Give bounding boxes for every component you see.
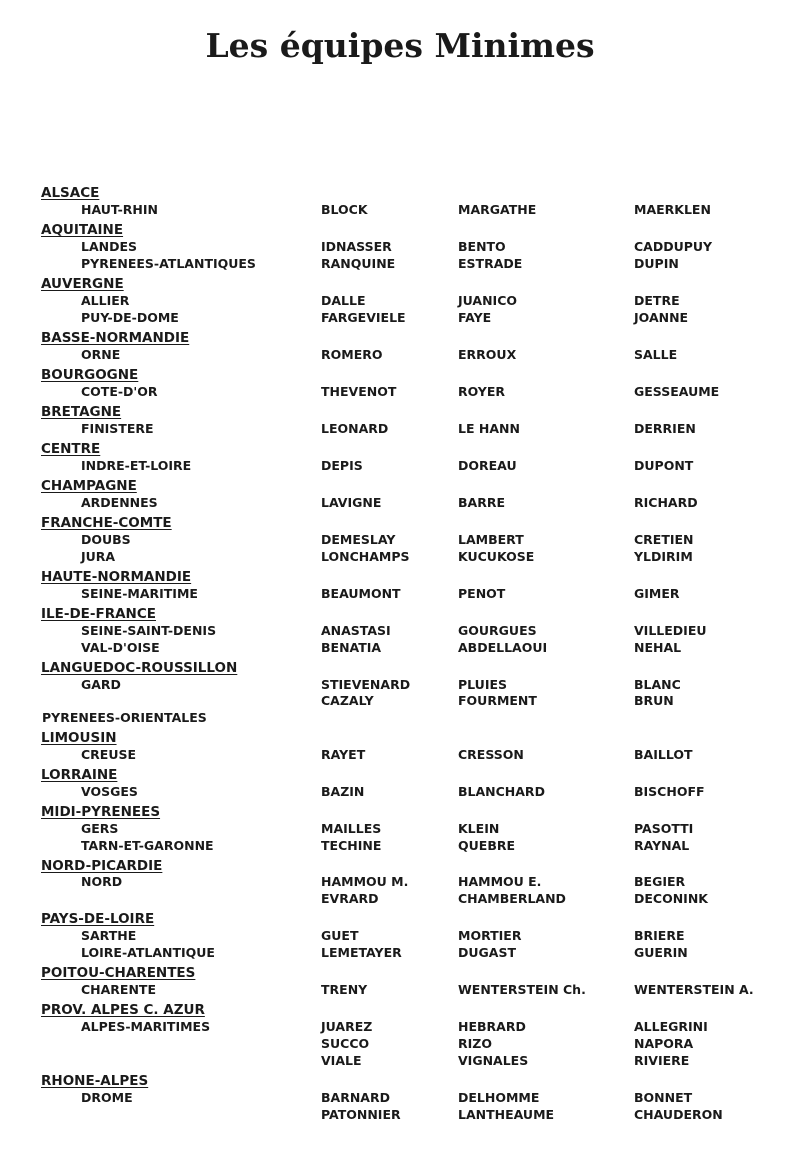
player-name: QUEBRE (458, 838, 516, 853)
player-name: RAYNAL (634, 838, 690, 853)
player-name: BEAUMONT (321, 586, 401, 601)
region-header: LANGUEDOC-ROUSSILLON (41, 660, 238, 676)
player-name: DERRIEN (634, 421, 696, 436)
player-name: DALLE (321, 293, 366, 308)
player-name: CAZALY (321, 693, 374, 708)
player-name: BISCHOFF (634, 784, 705, 799)
player-name: GUET (321, 928, 359, 943)
player-name: MAILLES (321, 821, 382, 836)
department-name: SARTHE (81, 928, 137, 943)
player-name: LEONARD (321, 421, 389, 436)
player-name: BLANC (634, 677, 681, 692)
department-name: TARN-ET-GARONNE (81, 838, 214, 853)
region-header: POITOU-CHARENTES (41, 965, 196, 981)
player-name: PASOTTI (634, 821, 694, 836)
player-name: ABDELLAOUI (458, 640, 548, 655)
department-name: DOUBS (81, 532, 131, 547)
player-name: DETRE (634, 293, 680, 308)
player-name: ROMERO (321, 347, 383, 362)
player-name: PLUIES (458, 677, 508, 692)
player-name: LAMBERT (458, 532, 524, 547)
player-name: CADDUPUY (634, 239, 713, 254)
player-name: SUCCO (321, 1036, 370, 1051)
player-name: GOURGUES (458, 623, 537, 638)
region-header: LIMOUSIN (41, 730, 117, 746)
region-header: CENTRE (41, 441, 101, 457)
player-name: PATONNIER (321, 1107, 401, 1122)
department-name: DROME (81, 1090, 133, 1105)
player-name: MAERKLEN (634, 202, 711, 217)
player-name: DELHOMME (458, 1090, 540, 1105)
player-name: RAYET (321, 747, 366, 762)
player-name: BAZIN (321, 784, 365, 799)
player-name: GESSEAUME (634, 384, 720, 399)
region-header: BASSE-NORMANDIE (41, 330, 190, 346)
department-name: ARDENNES (81, 495, 158, 510)
department-name: VAL-D'OISE (81, 640, 160, 655)
department-name: CHARENTE (81, 982, 156, 997)
department-name: SEINE-SAINT-DENIS (81, 623, 217, 638)
player-name: CHAUDERON (634, 1107, 723, 1122)
region-header: NORD-PICARDIE (41, 858, 163, 874)
department-name: GARD (81, 677, 121, 692)
department-name: ALPES-MARITIMES (81, 1019, 211, 1034)
player-name: GIMER (634, 586, 680, 601)
player-name: LEMETAYER (321, 945, 402, 960)
player-name: HEBRARD (458, 1019, 526, 1034)
player-name: DOREAU (458, 458, 517, 473)
player-name: JUAREZ (321, 1019, 373, 1034)
player-name: BONNET (634, 1090, 693, 1105)
player-name: PENOT (458, 586, 506, 601)
player-name: VIGNALES (458, 1053, 529, 1068)
player-name: SALLE (634, 347, 678, 362)
player-name: ESTRADE (458, 256, 523, 271)
region-header: LORRAINE (41, 767, 118, 783)
region-header: RHONE-ALPES (41, 1073, 149, 1089)
player-name: JUANICO (458, 293, 518, 308)
player-name: BLANCHARD (458, 784, 545, 799)
region-header: AQUITAINE (41, 222, 124, 238)
player-name: FARGEVIELE (321, 310, 406, 325)
department-name: ORNE (81, 347, 121, 362)
player-name: TRENY (321, 982, 368, 997)
player-name: CRETIEN (634, 532, 694, 547)
player-name: ERROUX (458, 347, 517, 362)
player-name: YLDIRIM (634, 549, 693, 564)
department-name: VOSGES (81, 784, 138, 799)
region-header: ALSACE (41, 185, 100, 201)
player-name: WENTERSTEIN A. (634, 982, 754, 997)
player-name: BARNARD (321, 1090, 390, 1105)
department-name: JURA (81, 549, 116, 564)
player-name: GUERIN (634, 945, 688, 960)
player-name: NAPORA (634, 1036, 694, 1051)
player-name: CRESSON (458, 747, 524, 762)
player-name: RANQUINE (321, 256, 396, 271)
department-name: PYRENEES-ORIENTALES (42, 710, 207, 725)
player-name: FOURMENT (458, 693, 537, 708)
player-name: LE HANN (458, 421, 520, 436)
region-header: CHAMPAGNE (41, 478, 137, 494)
player-name: LONCHAMPS (321, 549, 410, 564)
player-name: RICHARD (634, 495, 698, 510)
department-name: LOIRE-ATLANTIQUE (81, 945, 215, 960)
player-name: HAMMOU M. (321, 874, 409, 889)
department-name: ALLIER (81, 293, 130, 308)
department-name: INDRE-ET-LOIRE (81, 458, 192, 473)
player-name: WENTERSTEIN Ch. (458, 982, 586, 997)
region-header: BOURGOGNE (41, 367, 139, 383)
player-name: DUPONT (634, 458, 694, 473)
region-header: AUVERGNE (41, 276, 124, 292)
player-name: KLEIN (458, 821, 500, 836)
region-header: FRANCHE-COMTE (41, 515, 172, 531)
page-title: Les équipes Minimes (205, 26, 595, 65)
player-name: BLOCK (321, 202, 368, 217)
department-name: SEINE-MARITIME (81, 586, 198, 601)
department-name: NORD (81, 874, 123, 889)
player-name: JOANNE (634, 310, 689, 325)
player-name: BAILLOT (634, 747, 693, 762)
player-name: BRUN (634, 693, 674, 708)
department-name: FINISTERE (81, 421, 154, 436)
region-header: PAYS-DE-LOIRE (41, 911, 155, 927)
player-name: IDNASSER (321, 239, 392, 254)
player-name: KUCUKOSE (458, 549, 535, 564)
department-name: HAUT-RHIN (81, 202, 158, 217)
player-name: BARRE (458, 495, 505, 510)
player-name: BENTO (458, 239, 506, 254)
player-name: ALLEGRINI (634, 1019, 708, 1034)
player-name: DECONINK (634, 891, 708, 906)
player-name: DUPIN (634, 256, 679, 271)
player-name: VILLEDIEU (634, 623, 707, 638)
region-header: HAUTE-NORMANDIE (41, 569, 192, 585)
player-name: DEMESLAY (321, 532, 396, 547)
player-name: STIEVENARD (321, 677, 411, 692)
player-name: MARGATHE (458, 202, 537, 217)
player-name: MORTIER (458, 928, 522, 943)
player-name: EVRARD (321, 891, 379, 906)
player-name: BRIERE (634, 928, 685, 943)
player-name: LANTHEAUME (458, 1107, 555, 1122)
player-name: RIZO (458, 1036, 492, 1051)
region-header: PROV. ALPES C. AZUR (41, 1002, 205, 1018)
player-name: LAVIGNE (321, 495, 382, 510)
player-name: BENATIA (321, 640, 382, 655)
player-name: VIALE (321, 1053, 362, 1068)
player-name: NEHAL (634, 640, 682, 655)
player-name: RIVIERE (634, 1053, 690, 1068)
player-name: BEGIER (634, 874, 686, 889)
player-name: ANASTASI (321, 623, 391, 638)
player-name: DEPIS (321, 458, 363, 473)
player-name: DUGAST (458, 945, 516, 960)
player-name: THEVENOT (321, 384, 397, 399)
player-name: HAMMOU E. (458, 874, 542, 889)
region-header: MIDI-PYRENEES (41, 804, 161, 820)
department-name: COTE-D'OR (81, 384, 158, 399)
department-name: PUY-DE-DOME (81, 310, 179, 325)
region-header: ILE-DE-FRANCE (41, 606, 156, 622)
player-name: TECHINE (321, 838, 382, 853)
player-name: FAYE (458, 310, 492, 325)
department-name: CREUSE (81, 747, 137, 762)
department-name: LANDES (81, 239, 138, 254)
player-name: ROYER (458, 384, 506, 399)
department-name: GERS (81, 821, 119, 836)
region-header: BRETAGNE (41, 404, 122, 420)
department-name: PYRENEES-ATLANTIQUES (81, 256, 256, 271)
player-name: CHAMBERLAND (458, 891, 566, 906)
